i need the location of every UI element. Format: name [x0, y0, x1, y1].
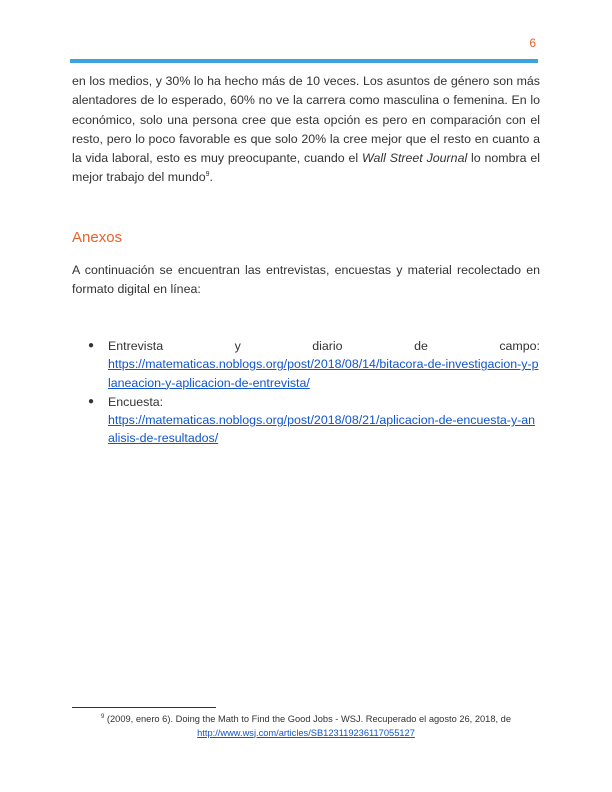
- list-item-entrevista: [88, 337, 540, 392]
- footnote-rule: [72, 707, 216, 708]
- footnote-text: (2009, enero 6). Doing the Math to Find the Good Jobs - WSJ. Recuperado el agosto 26, 2018, de: [104, 714, 512, 724]
- header-rule: [70, 59, 538, 63]
- bullet-icon: ●: [88, 340, 95, 351]
- wsj-title: Wall Street Journal: [362, 151, 468, 166]
- entrevista-label: [108, 337, 540, 355]
- footnote-reference[interactable]: 9: [205, 171, 210, 179]
- label-word: de: [414, 339, 428, 353]
- anexos-intro: A continuación se encuentran las entrevistas, encuestas y material recolectado en formato digital en línea:: [72, 263, 540, 297]
- footnote-number: 9: [100, 713, 105, 720]
- encuesta-link[interactable]: https://matematicas.noblogs.org/post/2018/08/21/aplicacion-de-encuesta-y-analisis-de-resultados/: [108, 413, 536, 446]
- annex-list: [88, 337, 540, 449]
- list-item-encuesta: [88, 393, 540, 448]
- bullet-icon: ●: [88, 395, 95, 407]
- page-number: 6: [529, 36, 536, 50]
- footnote-link[interactable]: http://www.wsj.com/articles/SB123119236117055127: [197, 727, 415, 738]
- body-paragraph: [72, 72, 540, 188]
- anexos-heading: Anexos: [72, 229, 123, 246]
- label-word: Entrevista: [108, 339, 164, 353]
- entrevista-link[interactable]: https://matematicas.noblogs.org/post/2018/08/14/bitacora-de-investigacion-y-planeacion-y-aplicacion-de-entrevista/: [108, 357, 539, 390]
- label-word: campo:: [499, 339, 540, 353]
- label-word: y: [234, 339, 241, 353]
- paragraph-end: .: [209, 170, 213, 185]
- footnote: [72, 713, 540, 740]
- paragraph-text-tail: lo nombra el mejor trabajo del mundo: [72, 151, 540, 185]
- label-word: diario: [312, 339, 343, 353]
- encuesta-label: Encuesta:: [108, 394, 164, 409]
- paragraph-text: en los medios, y 30% lo ha hecho más de 10 veces. Los asuntos de género son más alentadores de lo esperado, 60% no ve la carrera como masculina o femenina. En lo económico, solo una persona cree que esta opción es pero en comparación con el resto, pero lo poco favorable es que solo 20% la cree mejor que el resto en cuanto a la vida laboral, esto es muy preocupante, cuando el: [72, 74, 540, 166]
